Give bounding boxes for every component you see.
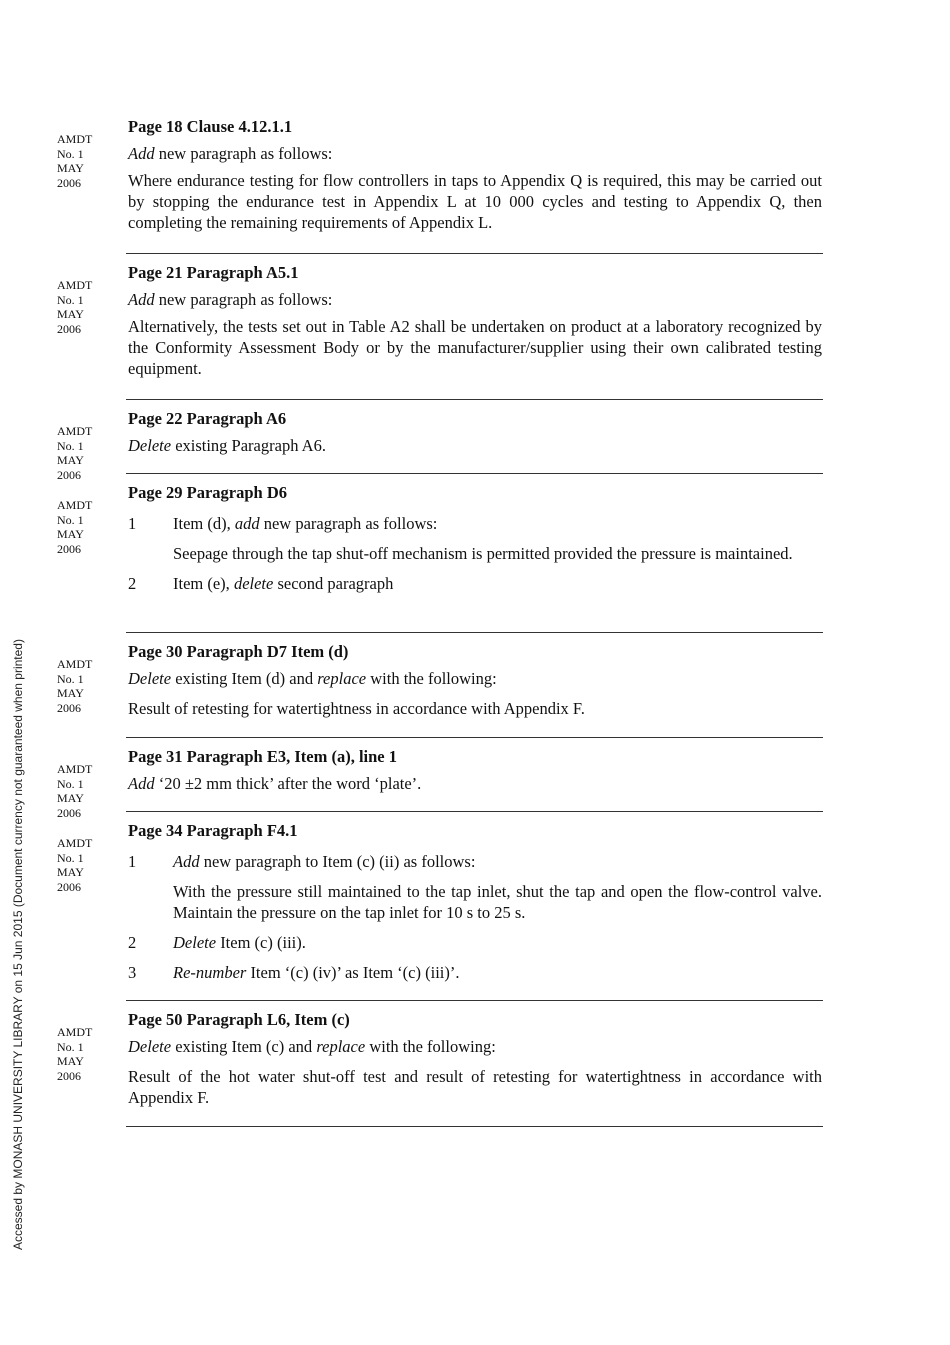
section-divider [126,632,823,633]
section-title: Page 22 Paragraph A6 [128,409,287,428]
instruction: Add new paragraph as follows: [128,290,333,309]
amendment-section [57,637,822,719]
section-title: Page 21 Paragraph A5.1 [128,263,299,282]
amendment-note: AMDT No. 1 MAY 2006 [57,762,93,820]
section-divider [126,1126,823,1127]
section-title: Page 29 Paragraph D6 [128,483,288,502]
section-title: Page 50 Paragraph L6, Item (c) [128,1010,350,1029]
amendment-text: Result of the hot water shut-off test and result of retesting for watertightness in accordance with Appendix F. [128,1067,822,1107]
numbered-item: 2 Delete Item (c) (iii). [128,933,306,952]
instruction: Delete existing Paragraph A6. [128,436,326,455]
section-divider [126,1000,823,1001]
section-title: Page 31 Paragraph E3, Item (a), line 1 [128,747,398,766]
instruction: Add new paragraph as follows: [128,144,333,163]
section-divider [126,473,823,474]
amendment-section [57,1005,822,1108]
numbered-item: 1 Add new paragraph to Item (c) (ii) as follows: [128,852,476,871]
amendment-text: Where endurance testing for flow controllers in taps to Appendix Q is required, this may be carried out by stopping the endurance test in Appendix L at 10 000 cycles and testing to Appendix Q, then completing the remaining requirements of Appendix L. [128,171,822,232]
section-title: Page 34 Paragraph F4.1 [128,821,298,840]
section-divider [126,811,823,812]
amendment-section [57,404,822,482]
amendment-section [57,258,822,379]
section-title: Page 18 Clause 4.12.1.1 [128,117,293,136]
amendment-note: AMDT No. 1 MAY 2006 [57,132,93,190]
amendment-note: AMDT No. 1 MAY 2006 [57,1025,93,1083]
amendment-section [57,816,822,983]
amendment-text: With the pressure still maintained to the tap inlet, shut the tap and open the flow-control valve. Maintain the pressure on the tap inlet for 10 s to 25 s. [173,882,822,922]
amendment-note: AMDT No. 1 MAY 2006 [57,498,93,556]
amendment-text: Result of retesting for watertightness in accordance with Appendix F. [128,699,585,718]
amendment-text: Alternatively, the tests set out in Table A2 shall be undertaken on product at a laboratory recognized by the Conformity Assessment Body or by the manufacturer/supplier using their own calibrated testing equipment. [128,317,822,378]
amendment-section [57,478,822,594]
amendment-note: AMDT No. 1 MAY 2006 [57,836,93,894]
section-title: Page 30 Paragraph D7 Item (d) [128,642,349,661]
access-watermark: Accessed by MONASH UNIVERSITY LIBRARY on 15 Jun 2015 (Document currency not guaranteed when printed) [11,639,25,1250]
section-divider [126,399,823,400]
amendment-note: AMDT No. 1 MAY 2006 [57,657,93,715]
amendment-note: AMDT No. 1 MAY 2006 [57,424,93,482]
section-divider [126,737,823,738]
numbered-item: 2 Item (e), delete second paragraph [128,574,394,593]
instruction: Delete existing Item (c) and replace with the following: [128,1037,496,1056]
instruction: Delete existing Item (d) and replace with the following: [128,669,497,688]
amendment-section [57,112,822,233]
instruction: Add ‘20 ±2 mm thick’ after the word ‘plate’. [128,774,422,793]
amendment-section [57,742,822,820]
numbered-item: 3 Re-number Item ‘(c) (iv)’ as Item ‘(c) (iii)’. [128,963,460,982]
amendment-note: AMDT No. 1 MAY 2006 [57,278,93,336]
numbered-item: 1 Item (d), add new paragraph as follows: [128,514,438,533]
section-divider [126,253,823,254]
amendment-text: Seepage through the tap shut-off mechanism is permitted provided the pressure is maintained. [173,544,793,563]
